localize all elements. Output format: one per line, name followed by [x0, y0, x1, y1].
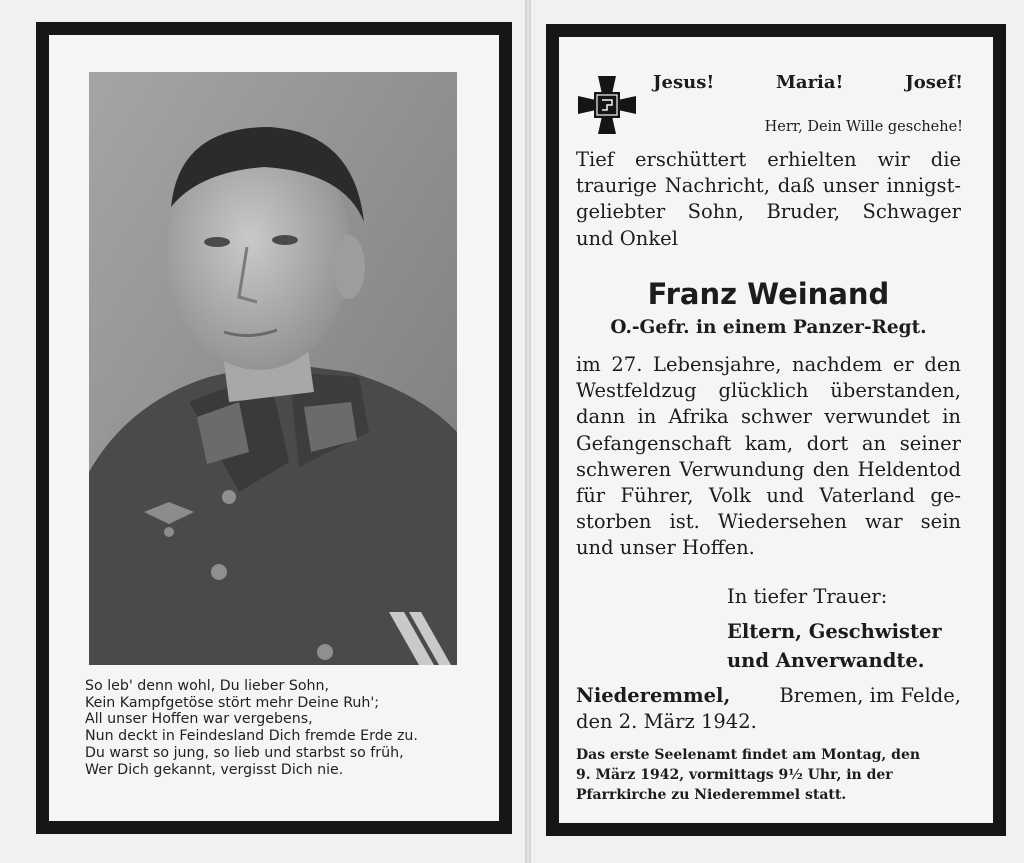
- intro-line: traurige Nachricht, daß unser innigst-: [576, 174, 961, 198]
- invocation-line: [653, 72, 963, 93]
- requiem-mass-notice: [576, 745, 961, 805]
- place-date: [576, 683, 961, 735]
- poem-line: Nun deckt in Feindesland Dich fremde Erde zu.: [85, 728, 418, 745]
- date-line: den 2. März 1942.: [576, 710, 757, 733]
- portrait-illustration: [89, 72, 457, 665]
- invocation-josef: Josef!: [905, 72, 963, 93]
- farewell-poem: [85, 678, 485, 778]
- portrait-photo: [89, 72, 457, 665]
- invocation-jesus: Jesus!: [653, 72, 715, 93]
- body-line: Westfeldzug glücklich überstanden,: [576, 379, 961, 403]
- iron-cross-icon: [576, 74, 638, 136]
- deceased-name: Franz Weinand: [647, 277, 890, 311]
- body-line: und unser Hoffen.: [576, 536, 755, 560]
- place-name: Niederemmel,: [576, 684, 731, 707]
- card-fold: [525, 0, 531, 863]
- family-signature: [727, 617, 942, 675]
- left-mourning-frame: [36, 22, 512, 834]
- poem-line: So leb' denn wohl, Du lieber Sohn,: [85, 678, 330, 694]
- body-paragraph: [576, 352, 961, 562]
- body-line: für Führer, Volk und Vaterland ge-: [576, 484, 961, 508]
- poem-line: Wer Dich gekannt, vergisst Dich nie.: [85, 761, 344, 778]
- body-line: storben ist. Wiedersehen war sein: [576, 510, 961, 534]
- intro-line: geliebter Sohn, Bruder, Schwager: [576, 200, 961, 224]
- poem-line: Kein Kampfgetöse stört mehr Deine Ruh';: [85, 694, 380, 711]
- will-line: Herr, Dein Wille geschehe!: [764, 119, 963, 135]
- mass-line: Pfarrkirche zu Niederemmel statt.: [576, 787, 847, 803]
- body-line: schweren Verwundung den Heldentod: [576, 457, 961, 481]
- family-line: und Anverwandte.: [727, 649, 925, 672]
- intro-line: und Onkel: [576, 226, 678, 250]
- body-line: dann in Afrika schwer verwundet in: [576, 405, 961, 429]
- place-rest: Bremen, im Felde,: [779, 684, 961, 707]
- intro-paragraph: [576, 147, 961, 252]
- mass-line: 9. März 1942, vormittags 9½ Uhr, in der: [576, 767, 893, 783]
- body-line: Gefangenschaft kam, dort an seiner: [576, 431, 961, 455]
- mourning-line: In tiefer Trauer:: [727, 585, 888, 608]
- military-rank: O.-Gefr. in einem Panzer-Regt.: [610, 317, 927, 338]
- body-line: im 27. Lebensjahre, nachdem er den: [576, 353, 961, 376]
- right-mourning-frame: [546, 24, 1006, 836]
- poem-line: Du warst so jung, so lieb und starbst so früh,: [85, 744, 404, 761]
- poem-line: All unser Hoffen war vergebens,: [85, 711, 313, 728]
- family-line: Eltern, Geschwister: [727, 620, 942, 643]
- intro-line: Tief erschüttert erhielten wir die: [576, 148, 961, 171]
- mass-line: Das erste Seelenamt findet am Montag, den: [576, 747, 921, 763]
- invocation-maria: Maria!: [775, 72, 844, 93]
